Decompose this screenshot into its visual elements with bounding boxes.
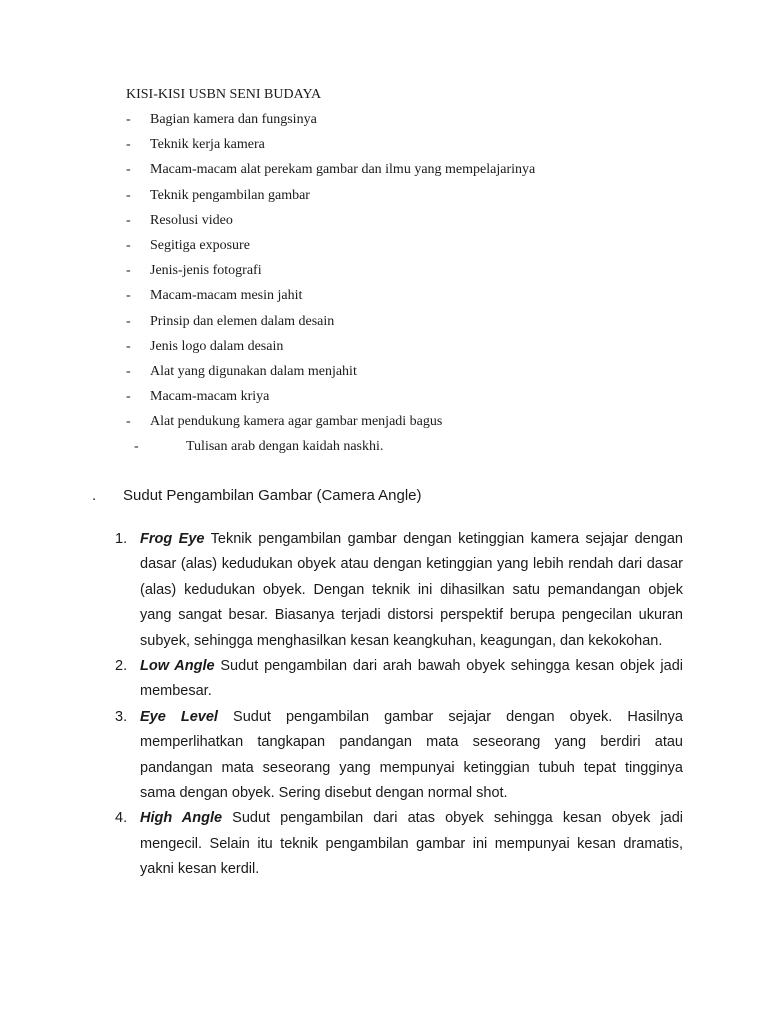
list-item [126,361,535,386]
dash-bullet: - [126,263,131,279]
list-item-text: Tulisan arab dengan kaidah naskhi. [186,439,384,454]
list-item [126,235,535,260]
list-item-text: Prinsip dan elemen dalam desain [150,313,335,329]
dash-bullet: - [126,212,131,228]
angle-description: Sudut pengambilan dari atas obyek sehingga kesan obyek jadi mengecil. Selain itu teknik pengambilan gambar ini mempunyai kesan dramatis, yakni kesan kerdil. [140,810,684,878]
list-item [126,386,535,411]
list-item-extra [134,437,383,457]
list-item-text: Teknik kerja kamera [150,137,265,153]
list-item [126,159,535,184]
dash-bullet: - [126,389,131,405]
dash-bullet: - [126,112,131,127]
section-bullet: . [92,487,97,504]
angle-description: Sudut pengambilan dari arah bawah obyek sehingga kesan objek jadi membesar. [140,658,683,700]
dash-bullet: - [126,338,131,354]
list-item-text: Teknik pengambilan gambar [150,187,310,203]
list-item-text: Alat yang digunakan dalam menjahit [150,363,357,379]
dash-bullet: - [126,313,131,329]
list-item-text: Macam-macam mesin jahit [150,288,303,304]
item-number: 3. [115,708,128,725]
list-item [126,260,535,285]
dash-bullet: - [126,187,131,203]
list-item [126,109,535,134]
list-item [126,285,535,310]
list-item [126,311,535,336]
dash-bullet: - [126,414,131,430]
list-item-text: Macam-macam alat perekam gambar dan ilmu yang mempelajarinya [150,162,536,178]
dash-bullet: - [126,363,131,379]
dash-bullet: - [126,137,131,153]
dash-bullet: - [126,162,131,178]
list-item [126,411,535,436]
list-item-text: Macam-macam kriya [150,389,270,405]
angle-term: Frog Eye [140,531,205,547]
angle-description: Sudut pengambilan gambar sejajar dengan obyek. Hasilnya memperlihatkan tangkapan pandangan mata seseorang yang berdiri atau pandangan mata seseorang yang mempunyai ketinggian tubuh tepat tingginya sama dengan obyek. Sering disebut dengan normal shot. [140,708,683,802]
list-item-text: Resolusi video [150,212,233,228]
section-heading: Sudut Pengambilan Gambar (Camera Angle) [123,487,422,504]
kisi-kisi-list [126,109,535,436]
list-item-text: Jenis logo dalam desain [150,338,284,354]
list-item-text: Segitiga exposure [150,237,250,253]
list-item [126,134,535,159]
list-item [126,210,535,235]
angle-description: Teknik pengambilan gambar dengan ketinggian kamera sejajar dengan dasar (alas) kedudukan obyek atau dengan ketinggian yang lebih rendah dari dasar (alas) kedudukan obyek. Dengan teknik ini dihasilkan satu pemandangan objek yang sangat besar. Biasanya terjadi distorsi perspektif berupa pengecilan ukuran subyek, sehingga menghasilkan kesan keangkuhan, keagungan, dan kekokohan. [140,531,683,649]
item-number: 2. [115,658,128,675]
camera-angle-item [115,806,683,882]
list-item-text: Bagian kamera dan fungsinya [150,112,317,127]
list-item [126,336,535,361]
angle-term: High Angle [140,810,223,827]
item-number: 4. [115,810,128,827]
camera-angle-list [115,527,683,883]
list-item-text: Alat pendukung kamera agar gambar menjadi bagus [150,414,443,430]
item-number: 1. [115,531,128,547]
dash-bullet: - [126,288,131,304]
angle-term: Low Angle [140,658,215,675]
angle-term: Eye Level [140,708,218,725]
dash-bullet: - [126,237,131,253]
list-item-text: Jenis-jenis fotografi [150,263,262,279]
kisi-kisi-title: KISI-KISI USBN SENI BUDAYA [126,87,322,102]
dash-bullet: - [134,439,139,454]
camera-angle-item [115,527,683,654]
camera-angle-item [115,654,683,705]
camera-angle-item [115,705,683,807]
list-item [126,185,535,210]
